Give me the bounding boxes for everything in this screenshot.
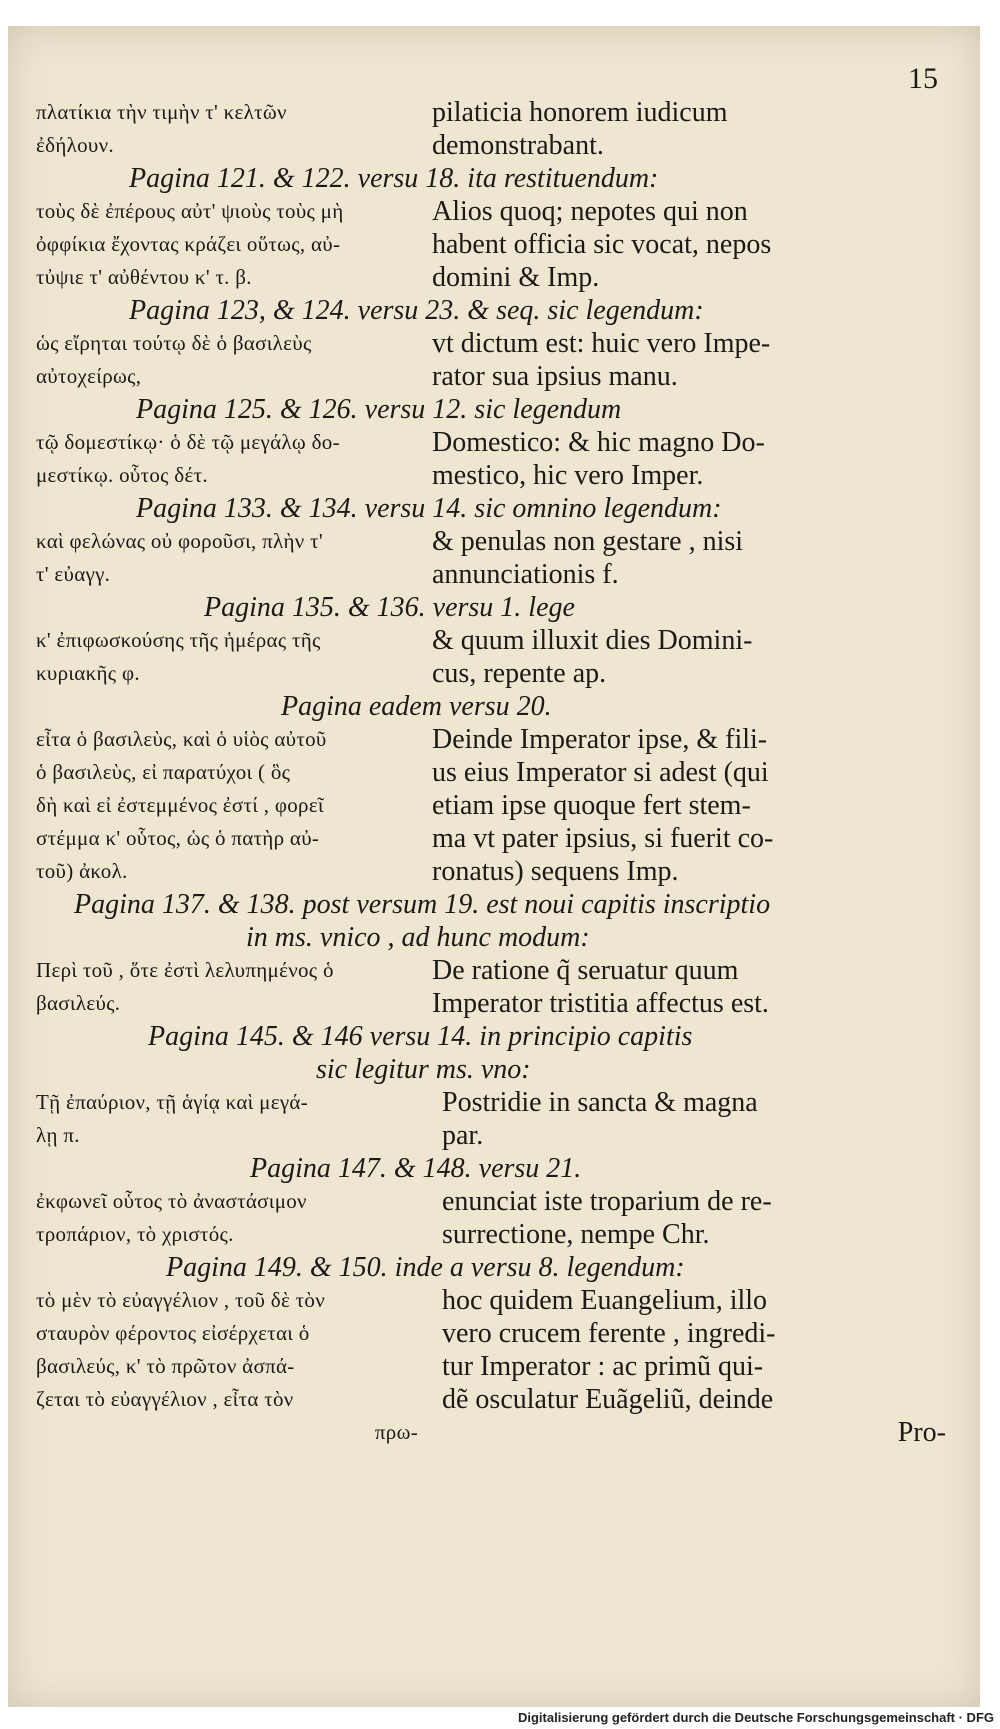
latin-line: mestico, hic vero Imper.	[432, 460, 704, 491]
latin-line: & penulas non gestare , nisi	[432, 526, 744, 557]
text-row	[36, 195, 952, 294]
greek-column	[36, 426, 432, 492]
section-heading: Pagina 121. & 122. versu 18. ita restituendum:	[129, 163, 659, 194]
greek-column	[36, 1086, 432, 1152]
greek-line: κυριακῆς φ.	[36, 661, 140, 685]
latin-line: ronatus) sequens Imp.	[432, 856, 679, 887]
greek-line: πρω-	[374, 1420, 418, 1444]
page-number: 15	[908, 62, 938, 95]
greek-line: ὡς εἴρηται τούτῳ δὲ ὁ βασιλεὺς	[36, 331, 312, 355]
latin-line: dẽ osculatur Euãgeliũ, deinde	[442, 1384, 774, 1415]
greek-column	[36, 327, 432, 393]
section-heading: Pagina 123, & 124. versu 23. & seq. sic legendum:	[129, 295, 704, 326]
latin-line: Imperator tristitia affectus est.	[432, 988, 769, 1019]
greek-column	[36, 1185, 432, 1251]
latin-column	[432, 723, 952, 888]
latin-column	[432, 1284, 952, 1449]
latin-line: vero crucem ferente , ingredi-	[442, 1318, 776, 1349]
greek-line: βασιλεύς.	[36, 991, 121, 1015]
greek-line: κ' ἐπιφωσκούσης τῆς ἡμέρας τῆς	[36, 628, 321, 652]
latin-column	[432, 96, 952, 162]
greek-column	[36, 96, 432, 162]
greek-column	[36, 195, 432, 294]
section-heading: in ms. vnico , ad hunc modum:	[246, 922, 590, 953]
greek-line: τῷ δομεστίκῳ· ὁ δὲ τῷ μεγάλῳ δο-	[36, 430, 340, 454]
greek-column	[36, 525, 432, 591]
greek-column	[36, 1284, 432, 1449]
latin-line: vt dictum est: huic vero Impe-	[432, 328, 771, 359]
greek-line: ζεται τὸ εὐαγγέλιον , εἶτα τὸν	[36, 1387, 294, 1411]
greek-line: αὐτοχείρως,	[36, 364, 142, 388]
greek-line: τροπάριον, τὸ χριστός.	[36, 1222, 234, 1246]
latin-line: domini & Imp.	[432, 262, 600, 293]
section-heading: Pagina 135. & 136. versu 1. lege	[204, 592, 575, 623]
latin-column	[432, 327, 952, 393]
text-row	[36, 96, 952, 162]
latin-line: Alios quoq; nepotes qui non	[432, 196, 748, 227]
greek-line: τὸ μὲν τὸ εὐαγγέλιον , τοῦ δὲ τὸν	[36, 1288, 326, 1312]
section-heading: Pagina eadem versu 20.	[281, 691, 552, 722]
latin-column	[432, 954, 952, 1020]
greek-line: καὶ φελώνας οὐ φοροῦσι, πλὴν τ'	[36, 529, 323, 553]
greek-line: τοῦ) ἀκολ.	[36, 859, 128, 883]
greek-line: ἐκφωνεῖ οὗτος τὸ ἀναστάσιμον	[36, 1189, 307, 1213]
latin-column	[432, 1086, 952, 1152]
text-row	[36, 327, 952, 393]
greek-line: δὴ καὶ εἰ ἐστεμμένος ἐστί , φορεῖ	[36, 793, 324, 817]
section-heading: Pagina 133. & 134. versu 14. sic omnino legendum:	[136, 493, 722, 524]
section-heading: Pagina 149. & 150. inde a versu 8. legendum:	[166, 1252, 685, 1283]
greek-line: τοὺς δὲ ἐπέρους αὐτ' ψιοὺς τοὺς μὴ	[36, 199, 344, 223]
latin-line: Pro-	[897, 1417, 946, 1448]
latin-line: pilaticia honorem iudicum	[432, 97, 728, 128]
latin-column	[432, 195, 952, 294]
greek-line: ὀφφίκια ἔχοντας κράζει οὕτως, αὐ-	[36, 232, 341, 256]
latin-column	[432, 426, 952, 492]
latin-column	[432, 525, 952, 591]
greek-line: ἐδήλουν.	[36, 133, 114, 157]
latin-line: tur Imperator : ac primũ qui-	[442, 1351, 764, 1382]
greek-line: τ' εὐαγγ.	[36, 562, 111, 586]
greek-line: Περὶ τοῦ , ὅτε ἐστὶ λελυπημένος ὁ	[36, 958, 334, 982]
section-heading: Pagina 145. & 146 versu 14. in principio capitis	[148, 1021, 693, 1052]
greek-line: μεστίκῳ. οὗτος δέτ.	[36, 463, 208, 487]
latin-line: demonstrabant.	[432, 130, 604, 161]
latin-line: surrectione, nempe Chr.	[442, 1219, 710, 1250]
latin-line: Domestico: & hic magno Do-	[432, 427, 765, 458]
greek-line: σταυρὸν φέροντος εἰσέρχεται ὁ	[36, 1321, 310, 1345]
latin-line: & quum illuxit dies Domini-	[432, 625, 753, 656]
text-row	[36, 624, 952, 690]
greek-line: ὁ βασιλεὺς, εἰ παρατύχοι ( ὃς	[36, 760, 291, 784]
text-row	[36, 426, 952, 492]
text-row	[36, 1086, 952, 1152]
latin-line: hoc quidem Euangelium, illo	[442, 1285, 768, 1316]
page-text	[36, 96, 952, 1449]
text-row	[36, 525, 952, 591]
latin-line: rator sua ipsius manu.	[432, 361, 678, 392]
latin-line: enunciat iste troparium de re-	[442, 1186, 772, 1217]
latin-line: etiam ipse quoque fert stem-	[432, 790, 751, 821]
section-heading: Pagina 137. & 138. post versum 19. est noui capitis inscriptio	[74, 889, 771, 920]
section-heading: sic legitur ms. vno:	[316, 1054, 531, 1085]
greek-column	[36, 954, 432, 1020]
text-row	[36, 1284, 952, 1449]
greek-line: στέμμα κ' οὗτος, ὡς ὁ πατὴρ αὐ-	[36, 826, 320, 850]
greek-column	[36, 624, 432, 690]
greek-column	[36, 723, 432, 888]
greek-line: Τῇ ἐπαύριον, τῇ ἁγίᾳ καὶ μεγά-	[36, 1090, 309, 1114]
section-heading: Pagina 147. & 148. versu 21.	[250, 1153, 582, 1184]
greek-line: εἶτα ὁ βασιλεὺς, καὶ ὁ υἱὸς αὐτοῦ	[36, 727, 327, 751]
latin-line: par.	[442, 1120, 484, 1151]
latin-column	[432, 624, 952, 690]
greek-line: λῃ π.	[36, 1123, 80, 1147]
greek-line: βασιλεύς, κ' τὸ πρῶτον ἀσπά-	[36, 1354, 295, 1378]
latin-line: annunciationis f.	[432, 559, 619, 590]
digitization-credit: Digitalisierung gefördert durch die Deutsche Forschungsgemeinschaft · DFG	[0, 1707, 1000, 1729]
latin-line: De ratione q̃ seruatur quum	[432, 955, 739, 986]
greek-line: πλατίκια τὴν τιμὴν τ' κελτῶν	[36, 100, 287, 124]
latin-line: Postridie in sancta & magna	[442, 1087, 758, 1118]
latin-line: habent officia sic vocat, nepos	[432, 229, 772, 260]
text-row	[36, 1185, 952, 1251]
text-row	[36, 954, 952, 1020]
text-row	[36, 723, 952, 888]
latin-line: ma vt pater ipsius, si fuerit co-	[432, 823, 774, 854]
latin-line: cus, repente ap.	[432, 658, 607, 689]
greek-line: τὐψιε τ' αὐθέντου κ' τ. β.	[36, 265, 252, 289]
latin-column	[432, 1185, 952, 1251]
book-page	[8, 26, 980, 1708]
latin-line: Deinde Imperator ipse, & fili-	[432, 724, 768, 755]
section-heading: Pagina 125. & 126. versu 12. sic legendum	[136, 394, 622, 425]
latin-line: us eius Imperator si adest (qui	[432, 757, 769, 788]
